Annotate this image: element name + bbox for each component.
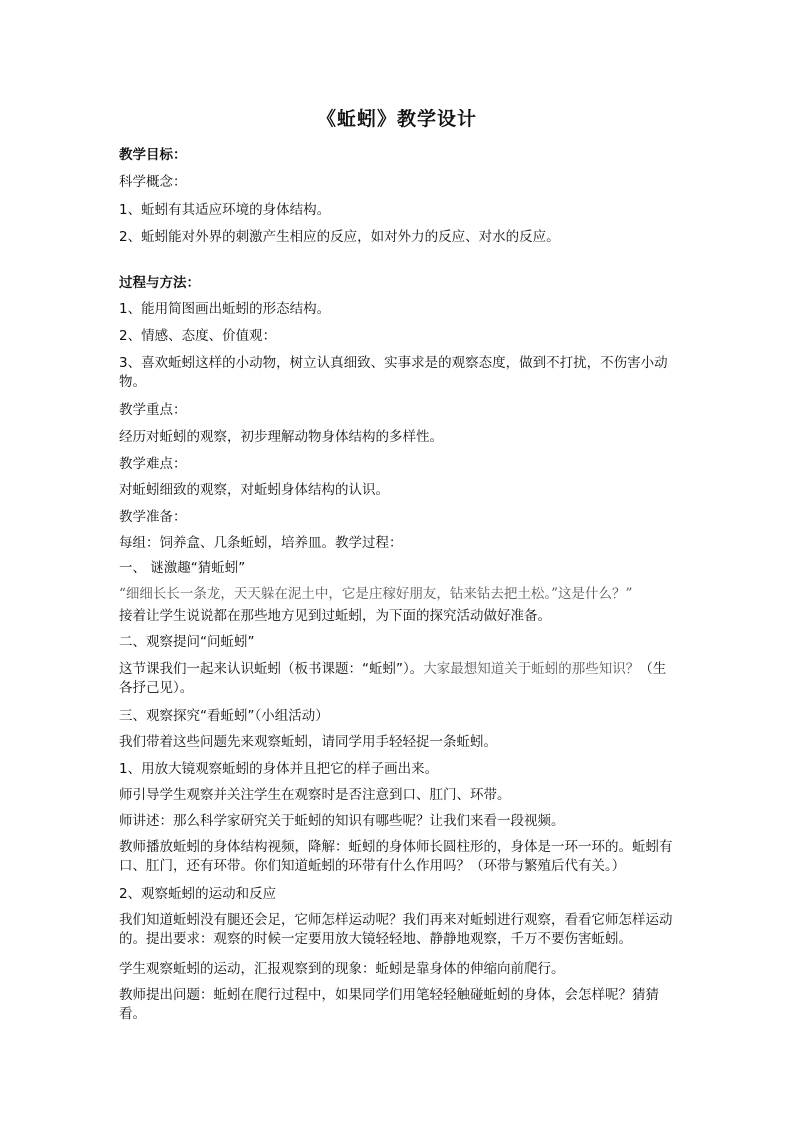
section-1-heading: 一、 谜激趣“猜蚯蚓” (119, 560, 246, 576)
section-3-heading: 三、观察探究“看蚯蚓”（小组活动） (119, 708, 329, 724)
video-text: 教师播放蚯蚓的身体结构视频，降解：蚯蚓的身体师长圆柱形的，身体是一环一环的。蚯蚓有口、肛门，还有环带。你们知道蚯蚓的环带有什么作用吗？（环带与繁殖后代有关。） (119, 839, 673, 874)
movement-text: 我们知道蚯蚓没有腿还会足，它师怎样运动呢？我们再来对蚯蚓进行观察，看看它师怎样运动的。提出要求：观察的时候一定要用放大镜轻轻地、静静地观察，千万不要伤害蚯蚓。 (119, 912, 673, 947)
section-2-text (119, 660, 679, 698)
preparation-text: 每组：饲养盒、几条蚯蚓，培养皿。教学过程： (119, 535, 403, 551)
process-heading: 过程与方法： (119, 275, 200, 291)
key-point-text: 经历对蚯蚓的观察，初步理解动物身体结构的多样性。 (119, 429, 443, 445)
document-title: 《蚯蚓》教学设计 (316, 108, 477, 130)
question-text: 教师提出问题：蚯蚓在爬行过程中，如果同学们用笔轻轻触碰蚯蚓的身体，会怎样呢？猜猜看。 (119, 987, 659, 1022)
section-2-text-a: 这节课我们一起来认识蚯蚓（板书课题：“蚯蚓”）。 (119, 661, 424, 677)
key-point-heading: 教学重点： (119, 402, 187, 418)
section-1-text: 接着让学生说说都在那些地方见到过蚯蚓，为下面的探究活动做好准备。 (119, 608, 551, 624)
section-2-heading: 二、观察提问“问蚯蚓” (119, 634, 255, 650)
difficult-point-heading: 教学难点： (119, 456, 187, 472)
step-1-guide: 师引导学生观察并关注学生在观察时是否注意到口、肛门、环带。 (119, 787, 511, 803)
step-1-heading: 1、用放大镜观察蚯蚓的身体并且把它的样子画出来。 (119, 761, 439, 777)
concept-item-2: 2、蚯蚓能对外界的刺激产生相应的反应，如对外力的反应、对水的反应。 (119, 229, 560, 245)
science-concept-label: 科学概念： (119, 174, 187, 190)
section-3-text: 我们带着这些问题先来观察蚯蚓，请同学用手轻轻捉一条蚯蚓。 (119, 734, 497, 750)
step-2-heading: 2、观察蚯蚓的运动和反应 (119, 886, 277, 902)
process-item-2: 2、情感、态度、价值观： (119, 328, 277, 344)
preparation-heading: 教学准备： (119, 509, 187, 525)
difficult-point-text: 对蚯蚓细致的观察，对蚯蚓身体结构的认识。 (119, 482, 389, 498)
teacher-narration: 师讲述：那么科学家研究关于蚯蚓的知识有哪些呢？让我们来看一段视频。 (119, 813, 565, 829)
process-item-1: 1、能用简图画出蚯蚓的形态结构。 (119, 301, 331, 317)
goals-heading: 教学目标： (119, 147, 187, 163)
riddle-text: “细细长长一条龙，天天躲在泥土中，它是庄稼好朋友，钻来钻去把土松。”这是什么？” (119, 586, 633, 602)
observe-text: 学生观察蚯蚓的运动，汇报观察到的现象：蚯蚓是靠身体的伸缩向前爬行。 (119, 961, 565, 977)
concept-item-1: 1、蚯蚓有其适应环境的身体结构。 (119, 202, 331, 218)
section-2-text-b: 大家最想知道关于蚯蚓的那些知识？ (423, 661, 640, 677)
section-2-text-c: （生各抒己见）。 (119, 661, 667, 696)
process-item-3: 3、喜欢蚯蚓这样的小动物，树立认真细致、实事求是的观察态度，做到不打扰，不伤害小动物。 (119, 355, 668, 390)
